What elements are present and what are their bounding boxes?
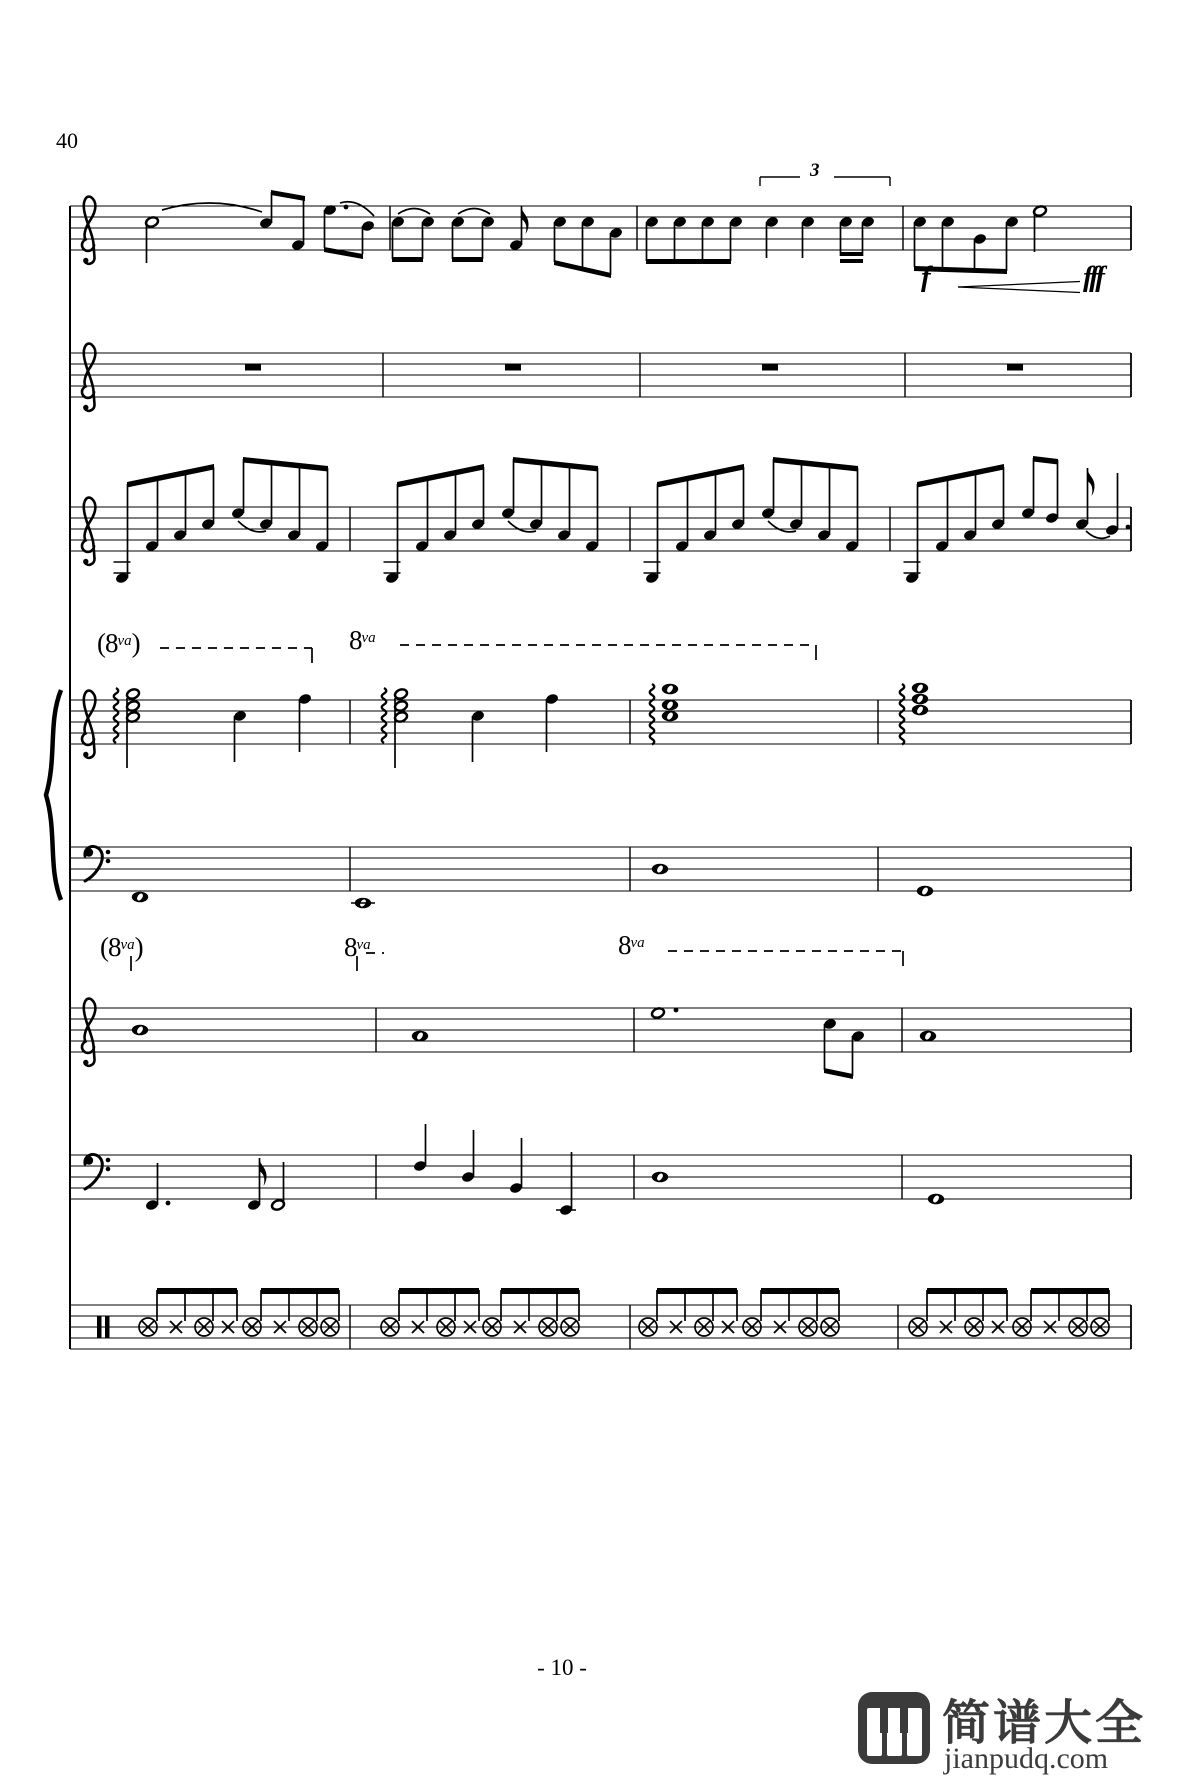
staff-bass	[70, 1124, 1131, 1216]
ottava-marking: $(8^{va})$	[97, 628, 140, 658]
ottava-marking: $8^{va}$	[618, 930, 645, 960]
staff-melody	[70, 177, 1131, 293]
ottava-marking: $(8^{va})$	[100, 932, 143, 962]
ottava-marking: $8^{va}$	[349, 625, 376, 655]
staff-drums	[70, 1288, 1131, 1349]
dynamic-f: f	[921, 261, 931, 293]
piano-white-key	[907, 1708, 922, 1756]
staff-counter	[70, 344, 1131, 411]
ottava-marking: $8^{va}$	[344, 932, 371, 962]
dynamic-fff: fff	[1083, 261, 1102, 293]
tuplet-number: 3	[810, 160, 820, 181]
piano-brace	[46, 690, 61, 900]
piano-black-key	[880, 1708, 888, 1733]
staff-piano-rh	[70, 683, 1131, 768]
staff-arpeggio	[70, 456, 1131, 584]
ottava-lines	[131, 645, 903, 971]
watermark-site: jianpudq.com	[944, 1742, 1109, 1775]
watermark	[858, 1690, 1194, 1780]
measure-number: 40	[56, 128, 78, 153]
staff-piano-lh	[70, 846, 1131, 908]
staff-strings	[70, 999, 1131, 1079]
piano-keys-icon	[858, 1692, 930, 1764]
page-number: - 10 -	[537, 1655, 587, 1680]
watermark-brand: 简谱大全	[942, 1697, 1147, 1750]
piano-black-key	[900, 1708, 908, 1733]
